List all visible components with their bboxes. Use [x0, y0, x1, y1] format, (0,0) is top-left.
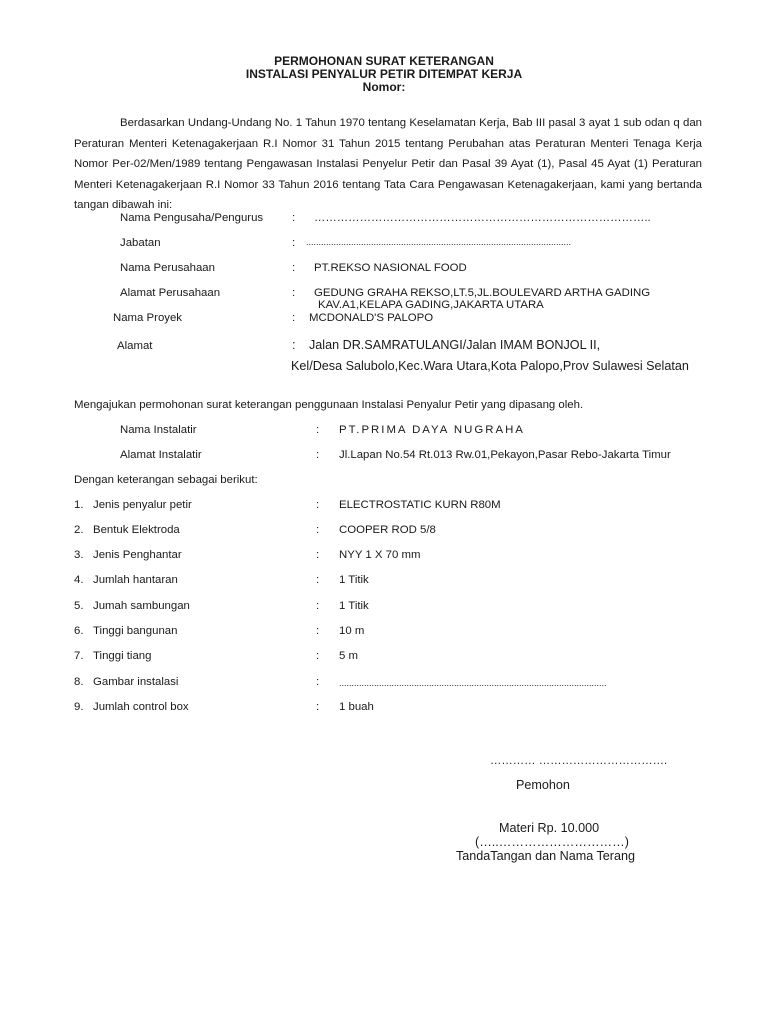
company-address-label: Alamat Perusahaan — [120, 287, 221, 299]
colon: : — [316, 499, 320, 511]
installer-address-label: Alamat Instalatir — [120, 449, 202, 461]
signature-applicant-label: Pemohon — [516, 778, 570, 792]
project-address-label: Alamat — [117, 340, 153, 352]
signature-stamp-duty: Materi Rp. 10.000 — [499, 821, 600, 835]
company-name-value: PT.REKSO NASIONAL FOOD — [314, 262, 467, 274]
signature-name-blank: (…..…………………………) — [475, 835, 629, 849]
detail-value: ........................................................................................................... — [339, 678, 607, 688]
colon: : — [292, 312, 296, 324]
detail-number: 4. — [74, 574, 84, 586]
colon: : — [292, 338, 296, 352]
intro-paragraph — [74, 113, 702, 216]
detail-number: 6. — [74, 625, 84, 637]
detail-value: 10 m — [339, 625, 365, 637]
colon: : — [316, 600, 320, 612]
detail-value: 1 buah — [339, 701, 374, 713]
detail-value: ELECTROSTATIC KURN R80M — [339, 499, 501, 511]
detail-number: 1. — [74, 499, 84, 511]
detail-number: 7. — [74, 650, 84, 662]
applicant-name-value: …………………………………………………………………………….. — [314, 212, 651, 224]
applicant-name-label: Nama Pengusaha/Pengurus — [120, 212, 264, 224]
installer-name-label: Nama Instalatir — [120, 424, 197, 436]
request-text: Mengajukan permohonan surat keterangan penggunaan Instalasi Penyalur Petir yang dipasang oleh. — [74, 399, 584, 411]
detail-label: Bentuk Elektroda — [93, 524, 180, 536]
detail-label: Jenis penyalur petir — [93, 499, 192, 511]
colon: : — [292, 262, 296, 274]
company-name-label: Nama Perusahaan — [120, 262, 215, 274]
colon: : — [292, 212, 296, 224]
project-name-label: Nama Proyek — [113, 312, 183, 324]
signature-caption: TandaTangan dan Nama Terang — [456, 849, 636, 863]
colon: : — [316, 424, 320, 436]
detail-label: Jenis Penghantar — [93, 549, 182, 561]
detail-number: 9. — [74, 701, 84, 713]
detail-value: 1 Titik — [339, 600, 369, 612]
colon: : — [316, 701, 320, 713]
colon: : — [316, 650, 320, 662]
project-name-value: MCDONALD'S PALOPO — [309, 312, 434, 324]
signature-place-date: ………… ……………………………. — [490, 755, 668, 767]
details-intro: Dengan keterangan sebagai berikut: — [74, 474, 258, 486]
detail-value: 1 Titik — [339, 574, 369, 586]
detail-label: Tinggi tiang — [93, 650, 152, 662]
colon: : — [316, 524, 320, 536]
intro-text: Berdasarkan Undang-Undang No. 1 Tahun 1970 tentang Keselamatan Kerja, Bab III pasal 3 ayat 1 sub odan q dan Peraturan Menteri Ketenagakerjaan R.I Nomor 31 Tahun 2015 tentang Perubahan atas Peraturan Menteri Tenaga Kerja Nomor Per-02/Men/1989 tentang Pengawasan Instalasi Penyelur Petir dan Pasal 39 Ayat (1), Pasal 45 Ayat (1) Peraturan Menteri Ketenagakerjaan R.I Nomor 33 Tahun 2016 tentang Tata Cara Pengawasan Ketenagakerjaan, kami yang bertanda tangan dibawah ini: — [74, 117, 702, 211]
colon: : — [292, 287, 296, 299]
detail-label: Gambar instalasi — [93, 676, 179, 688]
document-number-label: Nomor: — [362, 80, 406, 94]
detail-label: Tinggi bangunan — [93, 625, 178, 637]
detail-number: 2. — [74, 524, 84, 536]
position-value: .......................................................................................................... — [306, 237, 572, 247]
colon: : — [316, 549, 320, 561]
colon: : — [316, 676, 320, 688]
document-title-line2: INSTALASI PENYALUR PETIR DITEMPAT KERJA — [245, 67, 523, 81]
position-label: Jabatan — [120, 237, 161, 249]
detail-number: 8. — [74, 676, 84, 688]
colon: : — [316, 449, 320, 461]
detail-value: COOPER ROD 5/8 — [339, 524, 436, 536]
project-address-line1: Jalan DR.SAMRATULANGI/Jalan IMAM BONJOL II, — [309, 338, 601, 352]
colon: : — [292, 237, 296, 249]
project-address-line2: Kel/Desa Salubolo,Kec.Wara Utara,Kota Palopo,Prov Sulawesi Selatan — [291, 359, 689, 373]
colon: : — [316, 574, 320, 586]
detail-value: 5 m — [339, 650, 358, 662]
detail-value: NYY 1 X 70 mm — [339, 549, 421, 561]
detail-number: 3. — [74, 549, 84, 561]
detail-label: Jumah sambungan — [93, 600, 190, 612]
company-address-line2: KAV.A1,KELAPA GADING,JAKARTA UTARA — [318, 299, 544, 311]
detail-label: Jumlah control box — [93, 701, 189, 713]
detail-label: Jumlah hantaran — [93, 574, 178, 586]
detail-number: 5. — [74, 600, 84, 612]
installer-address-value: Jl.Lapan No.54 Rt.013 Rw.01,Pekayon,Pasar Rebo-Jakarta Timur — [339, 449, 671, 461]
installer-name-value: PT.PRIMA DAYA NUGRAHA — [339, 424, 525, 436]
company-address-line1: GEDUNG GRAHA REKSO,LT.5,JL.BOULEVARD ARTHA GADING — [314, 287, 651, 299]
colon: : — [316, 625, 320, 637]
document-title-line1: PERMOHONAN SURAT KETERANGAN — [274, 54, 494, 68]
